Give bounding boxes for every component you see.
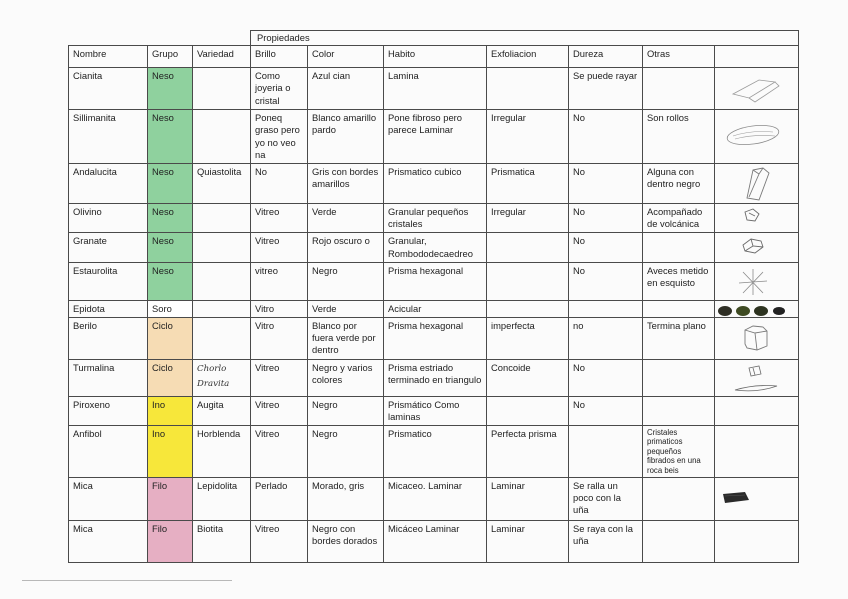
cell-grupo: Neso [148,68,193,110]
cell-nombre: Andalucita [69,164,148,204]
cell-exfoliacion: imperfecta [487,318,569,360]
cell-exfoliacion [487,233,569,262]
cell-otras: Alguna con dentro negro [643,164,715,204]
cell-habito: Prismatico [384,426,487,478]
minerals-table [68,30,799,563]
cell-exfoliacion: Laminar [487,521,569,563]
cell-color: Negro [308,396,384,425]
cell-variedad: Lepidolita [193,478,251,521]
mica-specimen-photo-icon [715,478,799,521]
cell-foto [715,110,799,164]
header-brillo: Brillo [251,46,308,68]
cell-color: Verde [308,300,384,317]
cell-otras [643,396,715,425]
cell-variedad [193,233,251,262]
cell-color: Azul cian [308,68,384,110]
cell-nombre: Cianita [69,68,148,110]
cell-variedad [193,110,251,164]
cell-otras [643,478,715,521]
cell-color: Morado, gris [308,478,384,521]
header-habito: Habito [384,46,487,68]
cell-foto [715,164,799,204]
cell-exfoliacion: Prismatica [487,164,569,204]
cell-nombre: Turmalina [69,359,148,396]
cell-foto [715,233,799,262]
cell-foto [715,426,799,478]
prism-sketch-icon [715,164,799,204]
header-nombre: Nombre [69,46,148,68]
cell-brillo: Vitro [251,300,308,317]
cell-habito: Prisma hexagonal [384,262,487,300]
cell-variedad: Biotita [193,521,251,563]
cell-grupo: Ciclo [148,318,193,360]
cell-color: Negro y varios colores [308,359,384,396]
cell-brillo: Vitro [251,318,308,360]
cell-dureza: No [569,164,643,204]
cell-foto [715,300,799,317]
granular-crystal-sketch-icon [715,204,799,229]
cell-exfoliacion [487,262,569,300]
cell-variedad: Augita [193,396,251,425]
cell-nombre: Berilo [69,318,148,360]
cell-nombre: Mica [69,478,148,521]
cell-nombre: Olivino [69,204,148,233]
cell-dureza: No [569,233,643,262]
cell-habito: Prisma estriado terminado en triangulo [384,359,487,396]
cell-grupo: Neso [148,262,193,300]
table-row [69,521,799,563]
cell-exfoliacion [487,300,569,317]
cell-grupo: Ciclo [148,359,193,396]
cell-habito: Micaceo. Laminar [384,478,487,521]
header-dureza: Dureza [569,46,643,68]
cell-dureza: No [569,359,643,396]
cell-grupo: Filo [148,478,193,521]
epidote-specimens-photo-icon [715,301,799,318]
table-row [69,396,799,425]
cell-dureza: Se raya con la uña [569,521,643,563]
cell-nombre: Epidota [69,300,148,317]
cell-otras: Cristales primaticos pequeños fibrados en una roca beis [643,426,715,478]
cell-foto [715,521,799,563]
cell-variedad [193,204,251,233]
cell-foto [715,318,799,360]
table-row [69,300,799,317]
cell-habito: Acicular [384,300,487,317]
cell-nombre: Mica [69,521,148,563]
cell-habito: Granular pequeños cristales [384,204,487,233]
cell-foto [715,478,799,521]
cell-brillo: Vitreo [251,233,308,262]
cell-dureza: No [569,204,643,233]
cross-twin-sketch-icon [715,263,799,301]
cell-color: Rojo oscuro o [308,233,384,262]
cell-brillo: No [251,164,308,204]
cell-variedad [193,262,251,300]
cell-color: Blanco por fuera verde por dentro [308,318,384,360]
cell-exfoliacion: Laminar [487,478,569,521]
header-color: Color [308,46,384,68]
cell-otras [643,233,715,262]
cell-variedad [193,300,251,317]
cell-color: Negro [308,426,384,478]
scan-edge-line [22,580,232,581]
header-variedad: Variedad [193,46,251,68]
table-row [69,110,799,164]
table-row [69,318,799,360]
cell-brillo: Vitreo [251,426,308,478]
cell-otras: Termina plano [643,318,715,360]
table-row [69,478,799,521]
cell-dureza: No [569,262,643,300]
cell-nombre: Sillimanita [69,110,148,164]
dodecahedron-sketch-icon [715,233,799,258]
cell-variedad: Quiastolita [193,164,251,204]
cell-dureza: Se puede rayar [569,68,643,110]
cell-habito: Micáceo Laminar [384,521,487,563]
cell-color: Gris con bordes amarillos [308,164,384,204]
blank-corner [69,31,251,46]
cell-otras: Son rollos [643,110,715,164]
cell-grupo: Ino [148,426,193,478]
cell-habito: Granular, Rombododecaedreo [384,233,487,262]
cell-grupo: Neso [148,164,193,204]
cell-dureza: no [569,318,643,360]
cell-otras [643,300,715,317]
cell-nombre: Anfibol [69,426,148,478]
cell-foto [715,359,799,396]
table-row [69,164,799,204]
cell-exfoliacion: Irregular [487,110,569,164]
cell-brillo: vitreo [251,262,308,300]
cell-brillo: Vitreo [251,359,308,396]
cell-dureza: No [569,110,643,164]
header-exfoliacion: Exfoliacion [487,46,569,68]
blade-crystal-sketch-icon [715,68,799,110]
cell-grupo: Soro [148,300,193,317]
cell-brillo: Vitreo [251,396,308,425]
table-row [69,359,799,396]
cell-brillo: Vitreo [251,521,308,563]
cell-color: Negro con bordes dorados [308,521,384,563]
cell-grupo: Ino [148,396,193,425]
cell-dureza [569,426,643,478]
cell-dureza [569,300,643,317]
cell-grupo: Neso [148,204,193,233]
cell-exfoliacion: Irregular [487,204,569,233]
table-row [69,204,799,233]
table-row [69,426,799,478]
cell-otras: Aveces metido en esquisto [643,262,715,300]
cell-otras [643,359,715,396]
header-grupo: Grupo [148,46,193,68]
cell-foto [715,396,799,425]
cell-habito: Pone fibroso pero parece Laminar [384,110,487,164]
cell-exfoliacion [487,396,569,425]
cell-otras: Acompañado de volcánica [643,204,715,233]
hexagonal-prism-sketch-icon [715,318,799,357]
cell-foto [715,204,799,233]
cell-brillo: Perlado [251,478,308,521]
cell-nombre: Estaurolita [69,262,148,300]
cell-exfoliacion: Perfecta prisma [487,426,569,478]
cell-grupo: Filo [148,521,193,563]
column-header-row [69,46,799,68]
table-row [69,262,799,300]
cell-grupo: Neso [148,233,193,262]
cell-variedad: Chorlo Dravita [193,359,251,396]
group-header-row [69,31,799,46]
header-otras: Otras [643,46,715,68]
cell-otras [643,521,715,563]
cell-color: Negro [308,262,384,300]
cell-brillo: Poneq graso pero yo no veo na [251,110,308,164]
cell-brillo: Como joyeria o cristal [251,68,308,110]
cell-otras [643,68,715,110]
cell-color: Blanco amarillo pardo [308,110,384,164]
cell-foto [715,68,799,110]
cell-exfoliacion [487,68,569,110]
table-row [69,68,799,110]
cell-variedad [193,318,251,360]
cell-nombre: Piroxeno [69,396,148,425]
header-foto [715,46,799,68]
cell-nombre: Granate [69,233,148,262]
cell-foto [715,262,799,300]
cell-dureza: No [569,396,643,425]
cell-color: Verde [308,204,384,233]
striated-prism-sketch-icon [715,360,799,397]
properties-group-header: Propiedades [251,31,799,46]
cell-brillo: Vitreo [251,204,308,233]
cell-habito: Prisma hexagonal [384,318,487,360]
cell-dureza: Se ralla un poco con la uña [569,478,643,521]
cell-exfoliacion: Concoide [487,359,569,396]
table-row [69,233,799,262]
cell-habito: Prismatico cubico [384,164,487,204]
cell-variedad: Horblenda [193,426,251,478]
cell-habito: Lamina [384,68,487,110]
cell-habito: Prismático Como laminas [384,396,487,425]
cell-variedad [193,68,251,110]
fibrous-oval-sketch-icon [715,110,799,160]
cell-grupo: Neso [148,110,193,164]
